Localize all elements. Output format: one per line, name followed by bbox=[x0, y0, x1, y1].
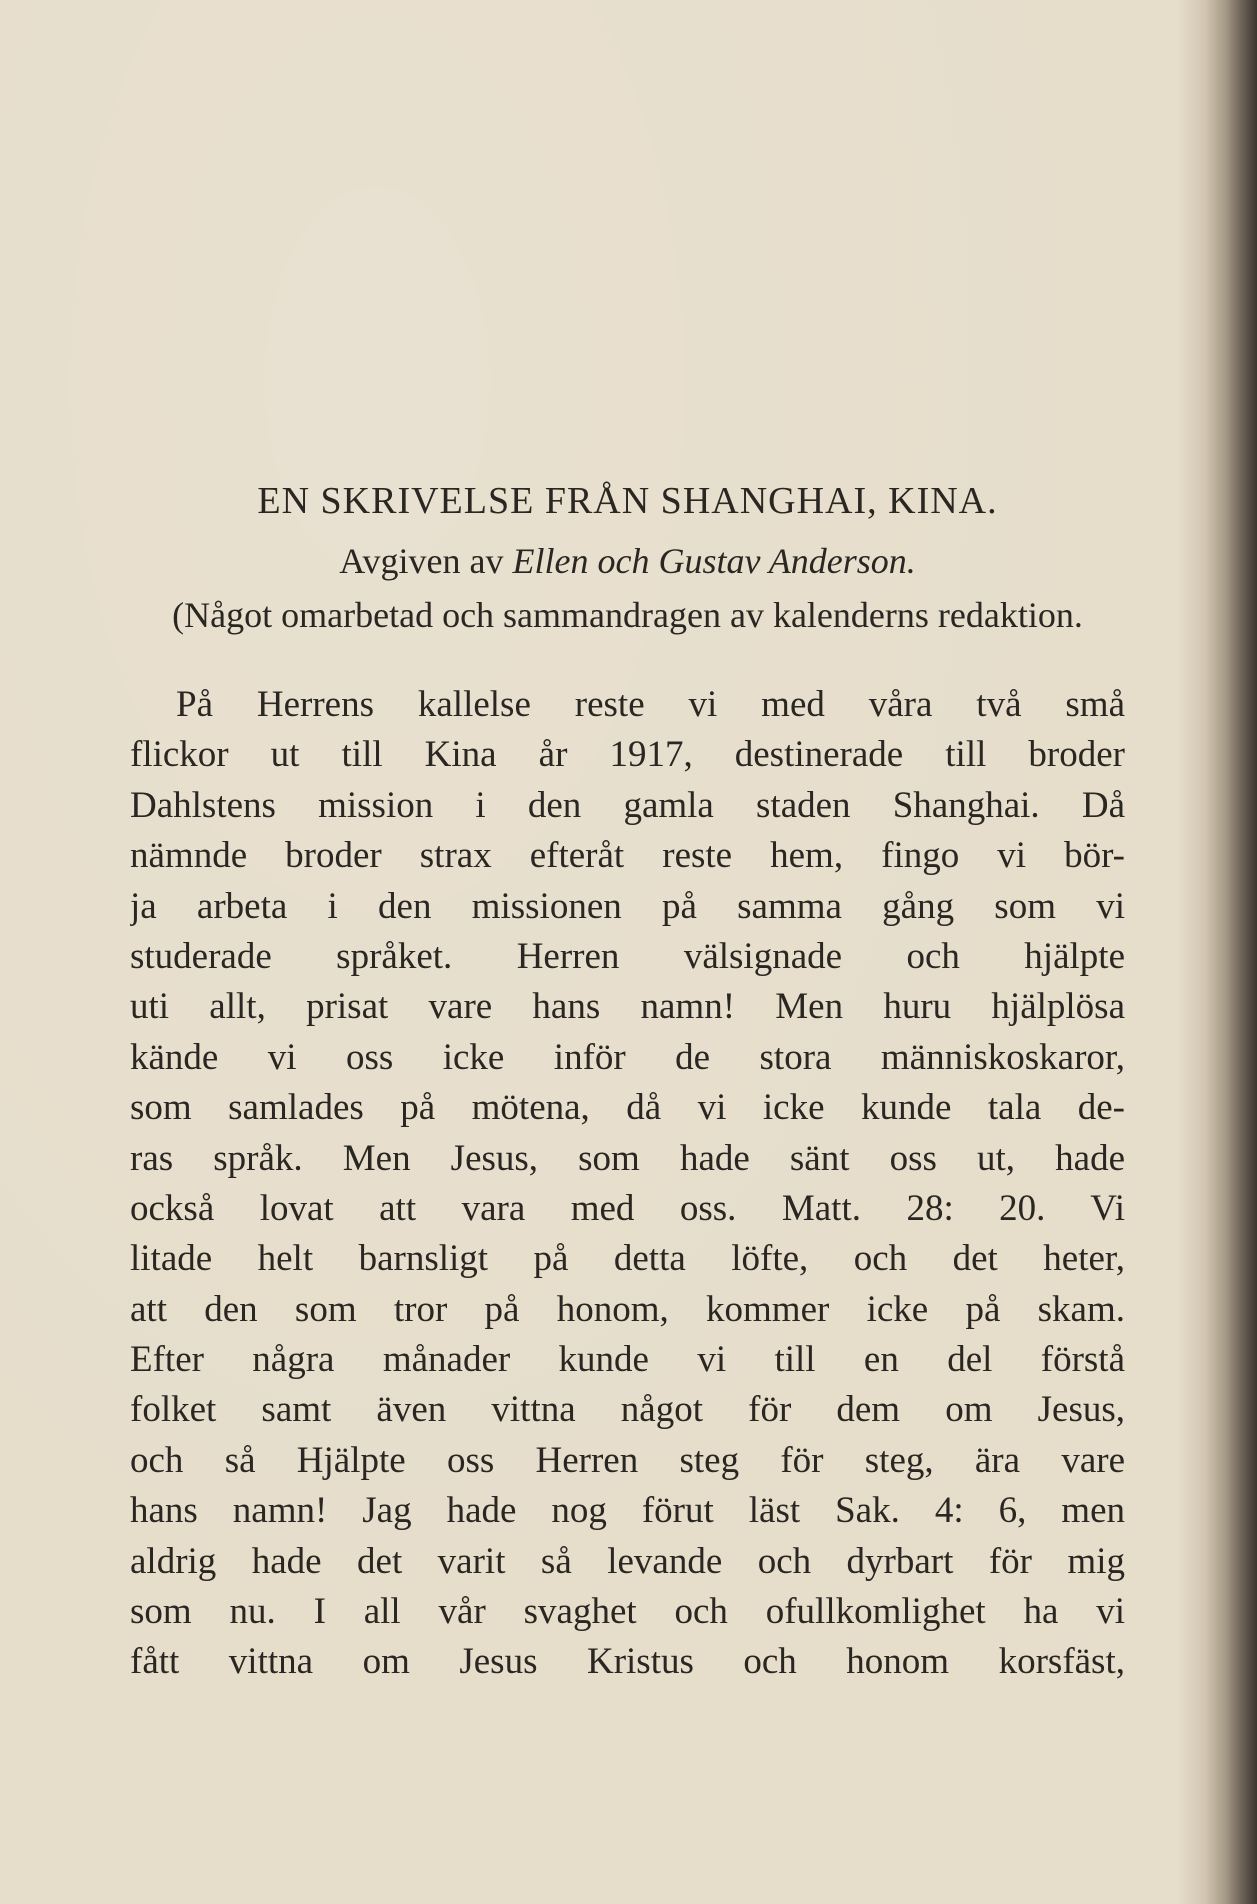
body-line: och så Hjälpte oss Herren steg för steg, ära vare bbox=[130, 1439, 1125, 1481]
editorial-note: (Något omarbetad och sammandragen av kalenderns redaktion. bbox=[172, 595, 1083, 635]
body-line: aldrig hade det varit så levande och dyrbart för mig bbox=[130, 1540, 1125, 1582]
page-gutter-shadow bbox=[1177, 0, 1257, 1904]
body-line: uti allt, prisat vare hans namn! Men huru hjälplösa bbox=[130, 986, 1125, 1028]
body-line: folket samt även vittna något för dem om Jesus, bbox=[130, 1389, 1125, 1431]
body-line: studerade språket. Herren välsignade och hjälpte bbox=[130, 935, 1125, 977]
body-line: flickor ut till Kina år 1917, destinerade till broder bbox=[130, 734, 1125, 776]
byline-authors: Ellen och Gustav Anderson. bbox=[512, 541, 916, 581]
body-line: ras språk. Men Jesus, som hade sänt oss ut, hade bbox=[130, 1137, 1125, 1179]
body-line: att den som tror på honom, kommer icke på skam. bbox=[130, 1288, 1125, 1330]
body-line: kände vi oss icke inför de stora människoskaror, bbox=[130, 1036, 1125, 1078]
body-line: fått vittna om Jesus Kristus och honom korsfäst, bbox=[130, 1641, 1125, 1683]
body-line: också lovat att vara med oss. Matt. 28: 20. Vi bbox=[130, 1187, 1125, 1229]
text-block bbox=[130, 474, 1125, 1688]
body-line: litade helt barnsligt på detta löfte, och det heter, bbox=[130, 1238, 1125, 1280]
body-line: som nu. I all vår svaghet och ofullkomlighet ha vi bbox=[130, 1591, 1125, 1633]
chapter-heading: EN SKRIVELSE FRÅN SHANGHAI, KINA. bbox=[257, 480, 998, 522]
body-line: På Herrens kallelse reste vi med våra två små bbox=[176, 684, 1125, 725]
body-line: som samlades på mötena, då vi icke kunde tala de- bbox=[130, 1087, 1125, 1129]
byline-prefix: Avgiven av bbox=[339, 541, 513, 581]
body-line: nämnde broder strax efteråt reste hem, fingo vi bör- bbox=[130, 835, 1125, 877]
byline bbox=[130, 536, 1125, 586]
body-line: ja arbeta i den missionen på samma gång som vi bbox=[130, 885, 1125, 927]
body-line: Efter några månader kunde vi till en del förstå bbox=[130, 1339, 1125, 1381]
body-line: Dahlstens mission i den gamla staden Shanghai. Då bbox=[130, 784, 1125, 826]
body-paragraph bbox=[130, 680, 1125, 1688]
body-line: hans namn! Jag hade nog förut läst Sak. 4: 6, men bbox=[130, 1490, 1125, 1532]
